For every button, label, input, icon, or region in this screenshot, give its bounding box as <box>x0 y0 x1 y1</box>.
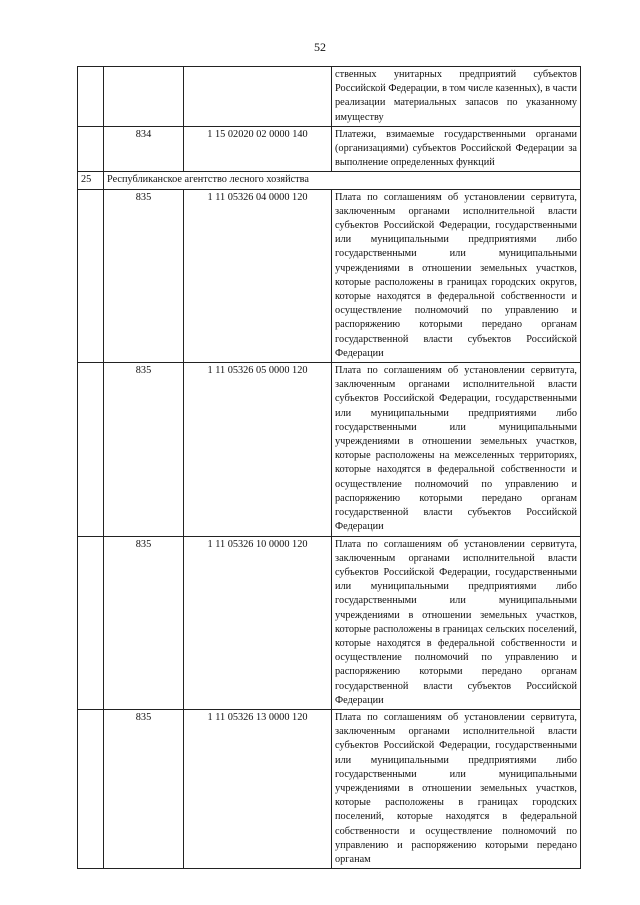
kbk-code-cell: 1 11 05326 05 0000 120 <box>184 363 332 536</box>
kbk-code-cell: 1 11 05326 13 0000 120 <box>184 709 332 868</box>
kbk-code-cell: 1 11 05326 10 0000 120 <box>184 536 332 709</box>
admin-code-cell: 835 <box>104 189 184 362</box>
admin-code-cell: 835 <box>104 536 184 709</box>
admin-code-cell <box>104 67 184 127</box>
description-cell: Плата по соглашениям об установлении сервитута, заключенным органами исполнительной власти субъектов Российской Федерации, государственными или муниципальными предприятиями либо государственными или муниципальными учреждениями в отношении земельных участков, которые расположены в границах городских округов, которые находятся в федеральной собственности и осуществление полномочий по управлению и распоряжению которыми передано органам государственной власти субъектов Российской Федерации <box>332 189 581 362</box>
description-cell: Платежи, взимаемые государственными органами (организациями) субъектов Российской Федерации за выполнение определенных функций <box>332 126 581 172</box>
table-row <box>78 709 581 868</box>
row-number-cell <box>78 67 104 127</box>
row-number-cell <box>78 536 104 709</box>
row-number-cell <box>78 189 104 362</box>
row-number-cell <box>78 126 104 172</box>
page-number: 52 <box>314 40 326 54</box>
table-row <box>78 363 581 536</box>
table-row <box>78 536 581 709</box>
kbk-code-cell <box>184 67 332 127</box>
kbk-code-cell: 1 11 05326 04 0000 120 <box>184 189 332 362</box>
revenue-table <box>77 66 581 869</box>
admin-code-cell: 835 <box>104 363 184 536</box>
kbk-code-cell: 1 15 02020 02 0000 140 <box>184 126 332 172</box>
table-row <box>78 126 581 172</box>
section-title: Республиканское агентство лесного хозяйства <box>104 172 581 189</box>
admin-code-cell: 834 <box>104 126 184 172</box>
row-number-cell <box>78 709 104 868</box>
section-number: 25 <box>78 172 104 189</box>
description-cell: Плата по соглашениям об установлении сервитута, заключенным органами исполнительной власти субъектов Российской Федерации, государственными или муниципальными предприятиями либо государственными или муниципальными учреждениями в отношении земельных участков, которые расположены в границах сельских поселений, которые находятся в федеральной собственности и осуществление полномочий по управлению и распоряжению которыми передано органам государственной власти субъектов Российской Федерации <box>332 536 581 709</box>
section-header-row <box>78 172 581 189</box>
table-row <box>78 189 581 362</box>
description-cell: Плата по соглашениям об установлении сервитута, заключенным органами исполнительной власти субъектов Российской Федерации, государственными или муниципальными предприятиями либо государственными или муниципальными учреждениями в отношении земельных участков, которые расположены в границах городских поселений, которые находятся в федеральной собственности и осуществление полномочий по управлению и распоряжению которыми передано органам <box>332 709 581 868</box>
description-cell: Плата по соглашениям об установлении сервитута, заключенным органами исполнительной власти субъектов Российской Федерации, государственными или муниципальными предприятиями либо государственными или муниципальными учреждениями в отношении земельных участков, которые расположены на межселенных территориях, которые находятся в федеральной собственности и осуществление полномочий по управлению и распоряжению которыми передано органам государственной власти субъектов Российской Федерации <box>332 363 581 536</box>
admin-code-cell: 835 <box>104 709 184 868</box>
description-cell: ственных унитарных предприятий субъектов Российской Федерации, в том числе казенных), в части реализации материальных запасов по указанному имуществу <box>332 67 581 127</box>
row-number-cell <box>78 363 104 536</box>
table-row <box>78 67 581 127</box>
